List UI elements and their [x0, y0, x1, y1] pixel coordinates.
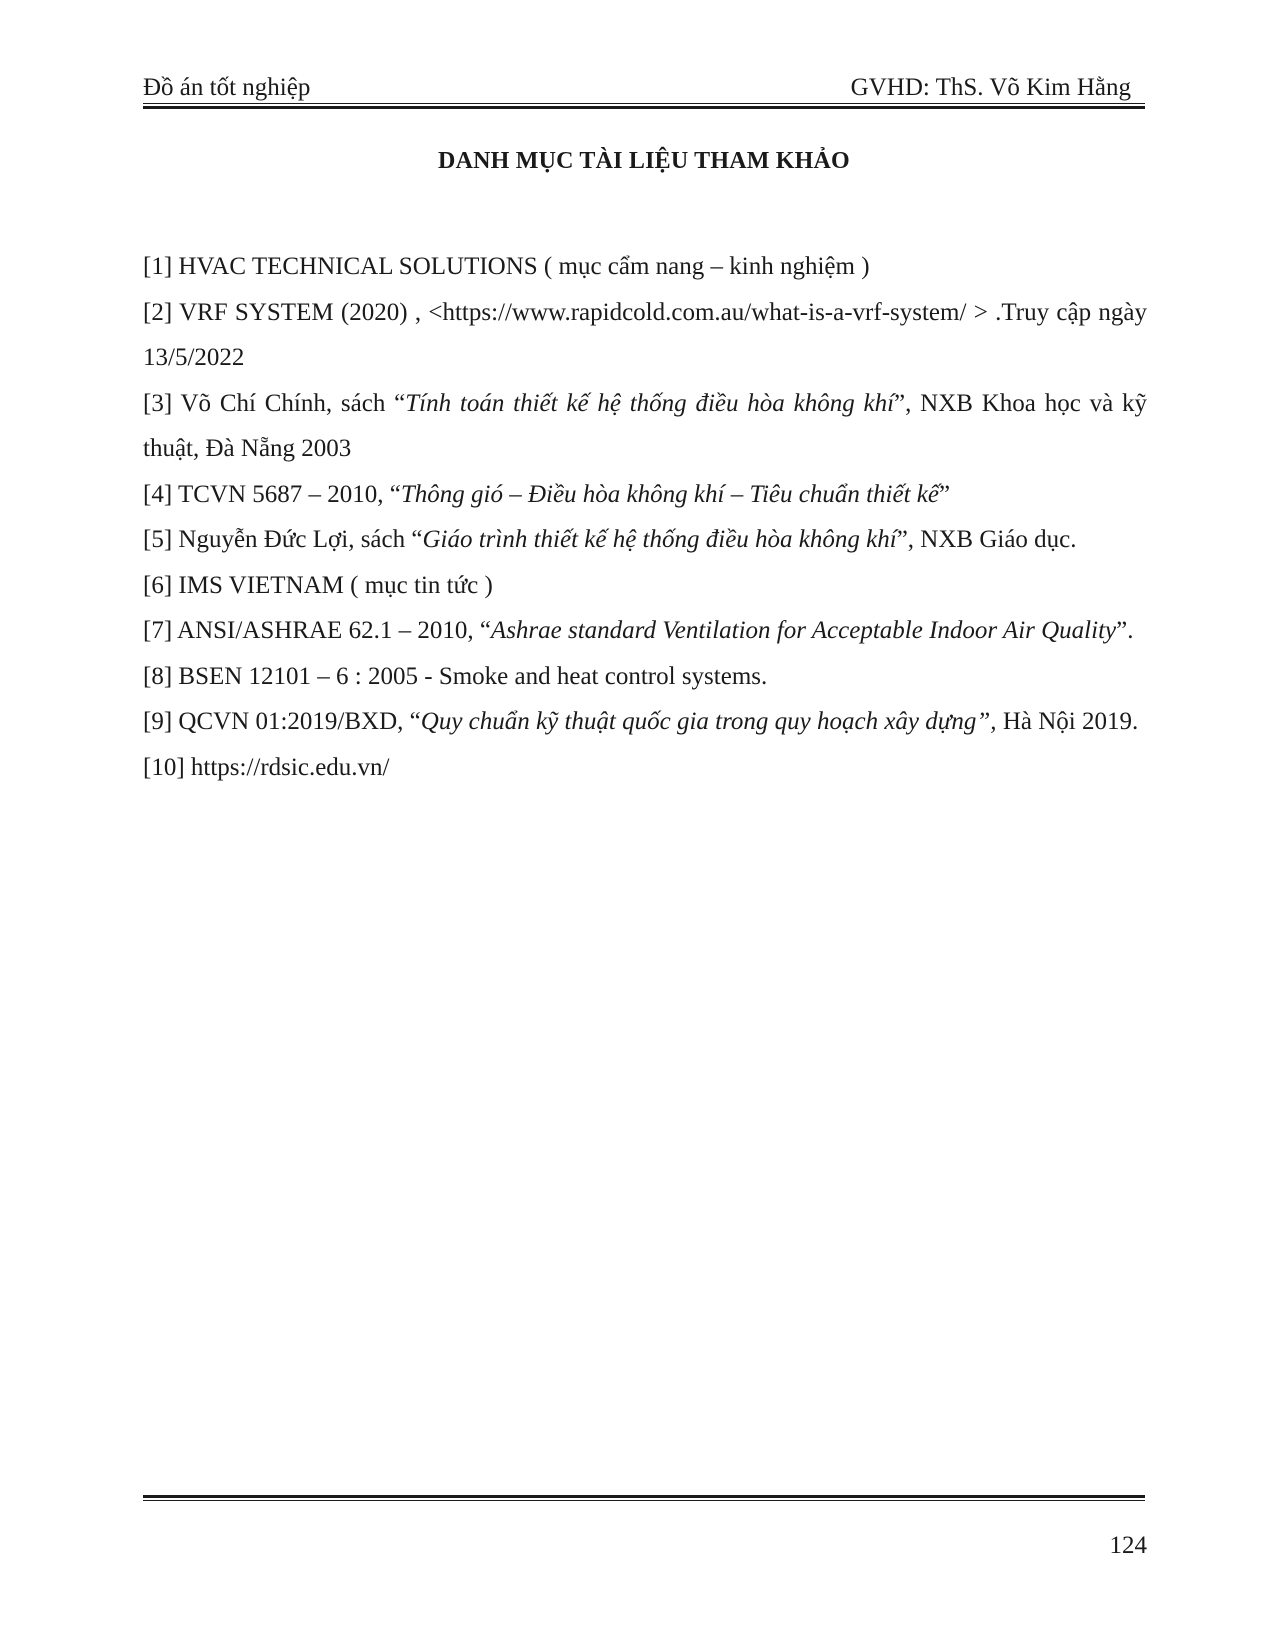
footer-rule-thick: [143, 1495, 1145, 1498]
reference-list: [143, 244, 1147, 790]
reference-item: [3] Võ Chí Chính, sách “Tính toán thiết kế hệ thống điều hòa không khí”, NXB Khoa học và kỹ thuật, Đà Nẵng 2003: [143, 389, 1147, 462]
reference-item: [9] QCVN 01:2019/BXD, “Quy chuẩn kỹ thuật quốc gia trong quy hoạch xây dựng”, Hà Nội 2019.: [143, 708, 1139, 735]
reference-item: [1] HVAC TECHNICAL SOLUTIONS ( mục cẩm nang – kinh nghiệm ): [143, 253, 870, 280]
reference-item: [2] VRF SYSTEM (2020) , <https://www.rapidcold.com.au/what-is-a-vrf-system/ > .Truy cập ngày 13/5/2022: [143, 298, 1147, 371]
reference-item: [5] Nguyễn Đức Lợi, sách “Giáo trình thiết kế hệ thống điều hòa không khí”, NXB Giáo dục.: [143, 526, 1077, 553]
page-header: [143, 74, 1143, 104]
reference-item: [10] https://rdsic.edu.vn/: [143, 753, 390, 781]
reference-item: [4] TCVN 5687 – 2010, “Thông gió – Điều hòa không khí – Tiêu chuẩn thiết kế”: [143, 480, 951, 508]
header-rule-thin: [143, 103, 1145, 104]
reference-item: [6] IMS VIETNAM ( mục tin tức ): [143, 571, 493, 599]
header-project-label: Đồ án tốt nghiệp: [143, 74, 311, 101]
footer-rule-thin: [143, 1500, 1145, 1501]
reference-item: [7] ANSI/ASHRAE 62.1 – 2010, “Ashrae standard Ventilation for Acceptable Indoor Air Quality”.: [143, 617, 1134, 644]
header-supervisor-label: GVHD: ThS. Võ Kim Hằng: [850, 74, 1131, 101]
page-number: 124: [1109, 1532, 1147, 1559]
header-rule-thick: [143, 106, 1145, 109]
page-title: DANH MỤC TÀI LIỆU THAM KHẢO: [438, 148, 850, 174]
reference-item: [8] BSEN 12101 – 6 : 2005 - Smoke and heat control systems.: [143, 662, 768, 690]
